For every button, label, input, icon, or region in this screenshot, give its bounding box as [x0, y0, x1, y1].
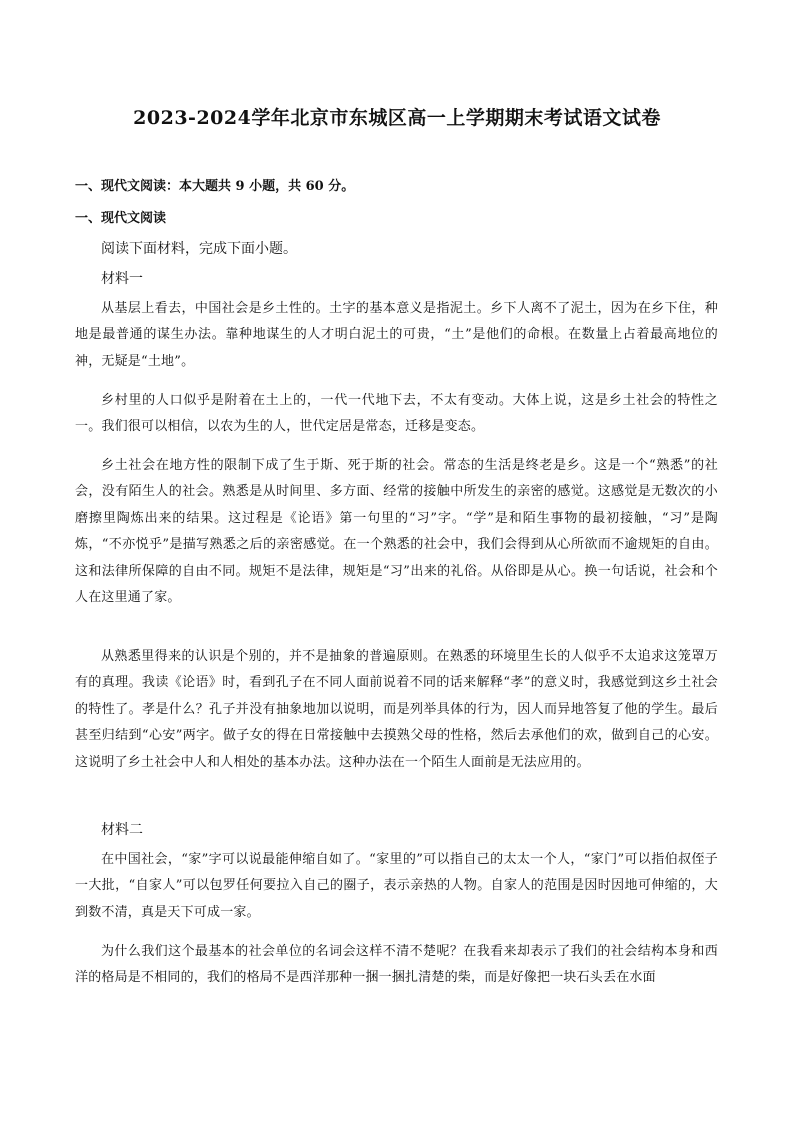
material-1-paragraph: 从基层上看去，中国社会是乡土性的。土字的基本意义是指泥土。乡下人离不了泥土，因为在乡下住，种地是最普通的谋生办法。靠种地谋生的人才明白泥土的可贵，“土”是他们的命根。在数量上占着最高地位的神，无疑是“土地”。	[75, 301, 718, 369]
material-2-paragraph: 为什么我们这个最基本的社会单位的名词会这样不清不楚呢？在我看来却表示了我们的社会结构本身和西洋的格局是不相同的，我们的格局不是西洋那种一捆一捆扎清楚的柴，而是好像把一块石头丢在水面	[75, 944, 718, 986]
material-2-paragraph: 在中国社会，“家”字可以说最能伸缩自如了。“家里的”可以指自己的太太一个人，“家门”可以指伯叔侄子一大批，“自家人”可以包罗任何要拉入自己的圈子，表示亲热的人物。自家人的范围是因时因地可伸缩的，大到数不清，真是天下可成一家。	[75, 852, 718, 920]
material-1-paragraph: 乡村里的人口似乎是附着在土上的，一代一代地下去，不太有变动。大体上说，这是乡土社会的特性之一。我们很可以相信，以农为生的人，世代定居是常态，迁移是变态。	[75, 393, 718, 435]
material-2-label: 材料二	[101, 822, 143, 838]
exam-title: 2023-2024学年北京市东城区高一上学期期末考试语文试卷	[133, 107, 661, 129]
material-1-paragraph: 乡土社会在地方性的限制下成了生于斯、死于斯的社会。常态的生活是终老是乡。这是一个“熟悉”的社会，没有陌生人的社会。熟悉是从时间里、多方面、经常的接触中所发生的亲密的感觉。这感觉是无数次的小磨擦里陶炼出来的结果。这过程是《论语》第一句里的“习”字。“学”是和陌生事物的最初接触，“习”是陶炼，“不亦悦乎”是描写熟悉之后的亲密感觉。在一个熟悉的社会中，我们会得到从心所欲而不逾规矩的自由。这和法律所保障的自由不同。规矩不是法律，规矩是“习”出来的礼俗。从俗即是从心。换一句话说，社会和个人在这里通了家。	[75, 458, 718, 606]
material-1-label: 材料一	[101, 271, 143, 287]
section-heading-sub: 一、现代文阅读	[75, 211, 167, 226]
material-1-paragraph: 从熟悉里得来的认识是个别的，并不是抽象的普遍原则。在熟悉的环境里生长的人似乎不太追求这笼罩万有的真理。我读《论语》时，看到孔子在不同人面前说着不同的话来解释“孝”的意义时，我感觉到这乡土社会的特性了。孝是什么？孔子并没有抽象地加以说明，而是列举具体的行为，因人而异地答复了他的学生。最后甚至归结到“心安”两字。做子女的得在日常接触中去摸熟父母的性格，然后去承他们的欢，做到自己的心安。这说明了乡土社会中人和人相处的基本办法。这种办法在一个陌生人面前是无法应用的。	[75, 649, 718, 770]
reading-instruction: 阅读下面材料，完成下面小题。	[101, 241, 297, 257]
section-heading-main: 一、现代文阅读：本大题共 9 小题，共 60 分。	[75, 179, 355, 194]
